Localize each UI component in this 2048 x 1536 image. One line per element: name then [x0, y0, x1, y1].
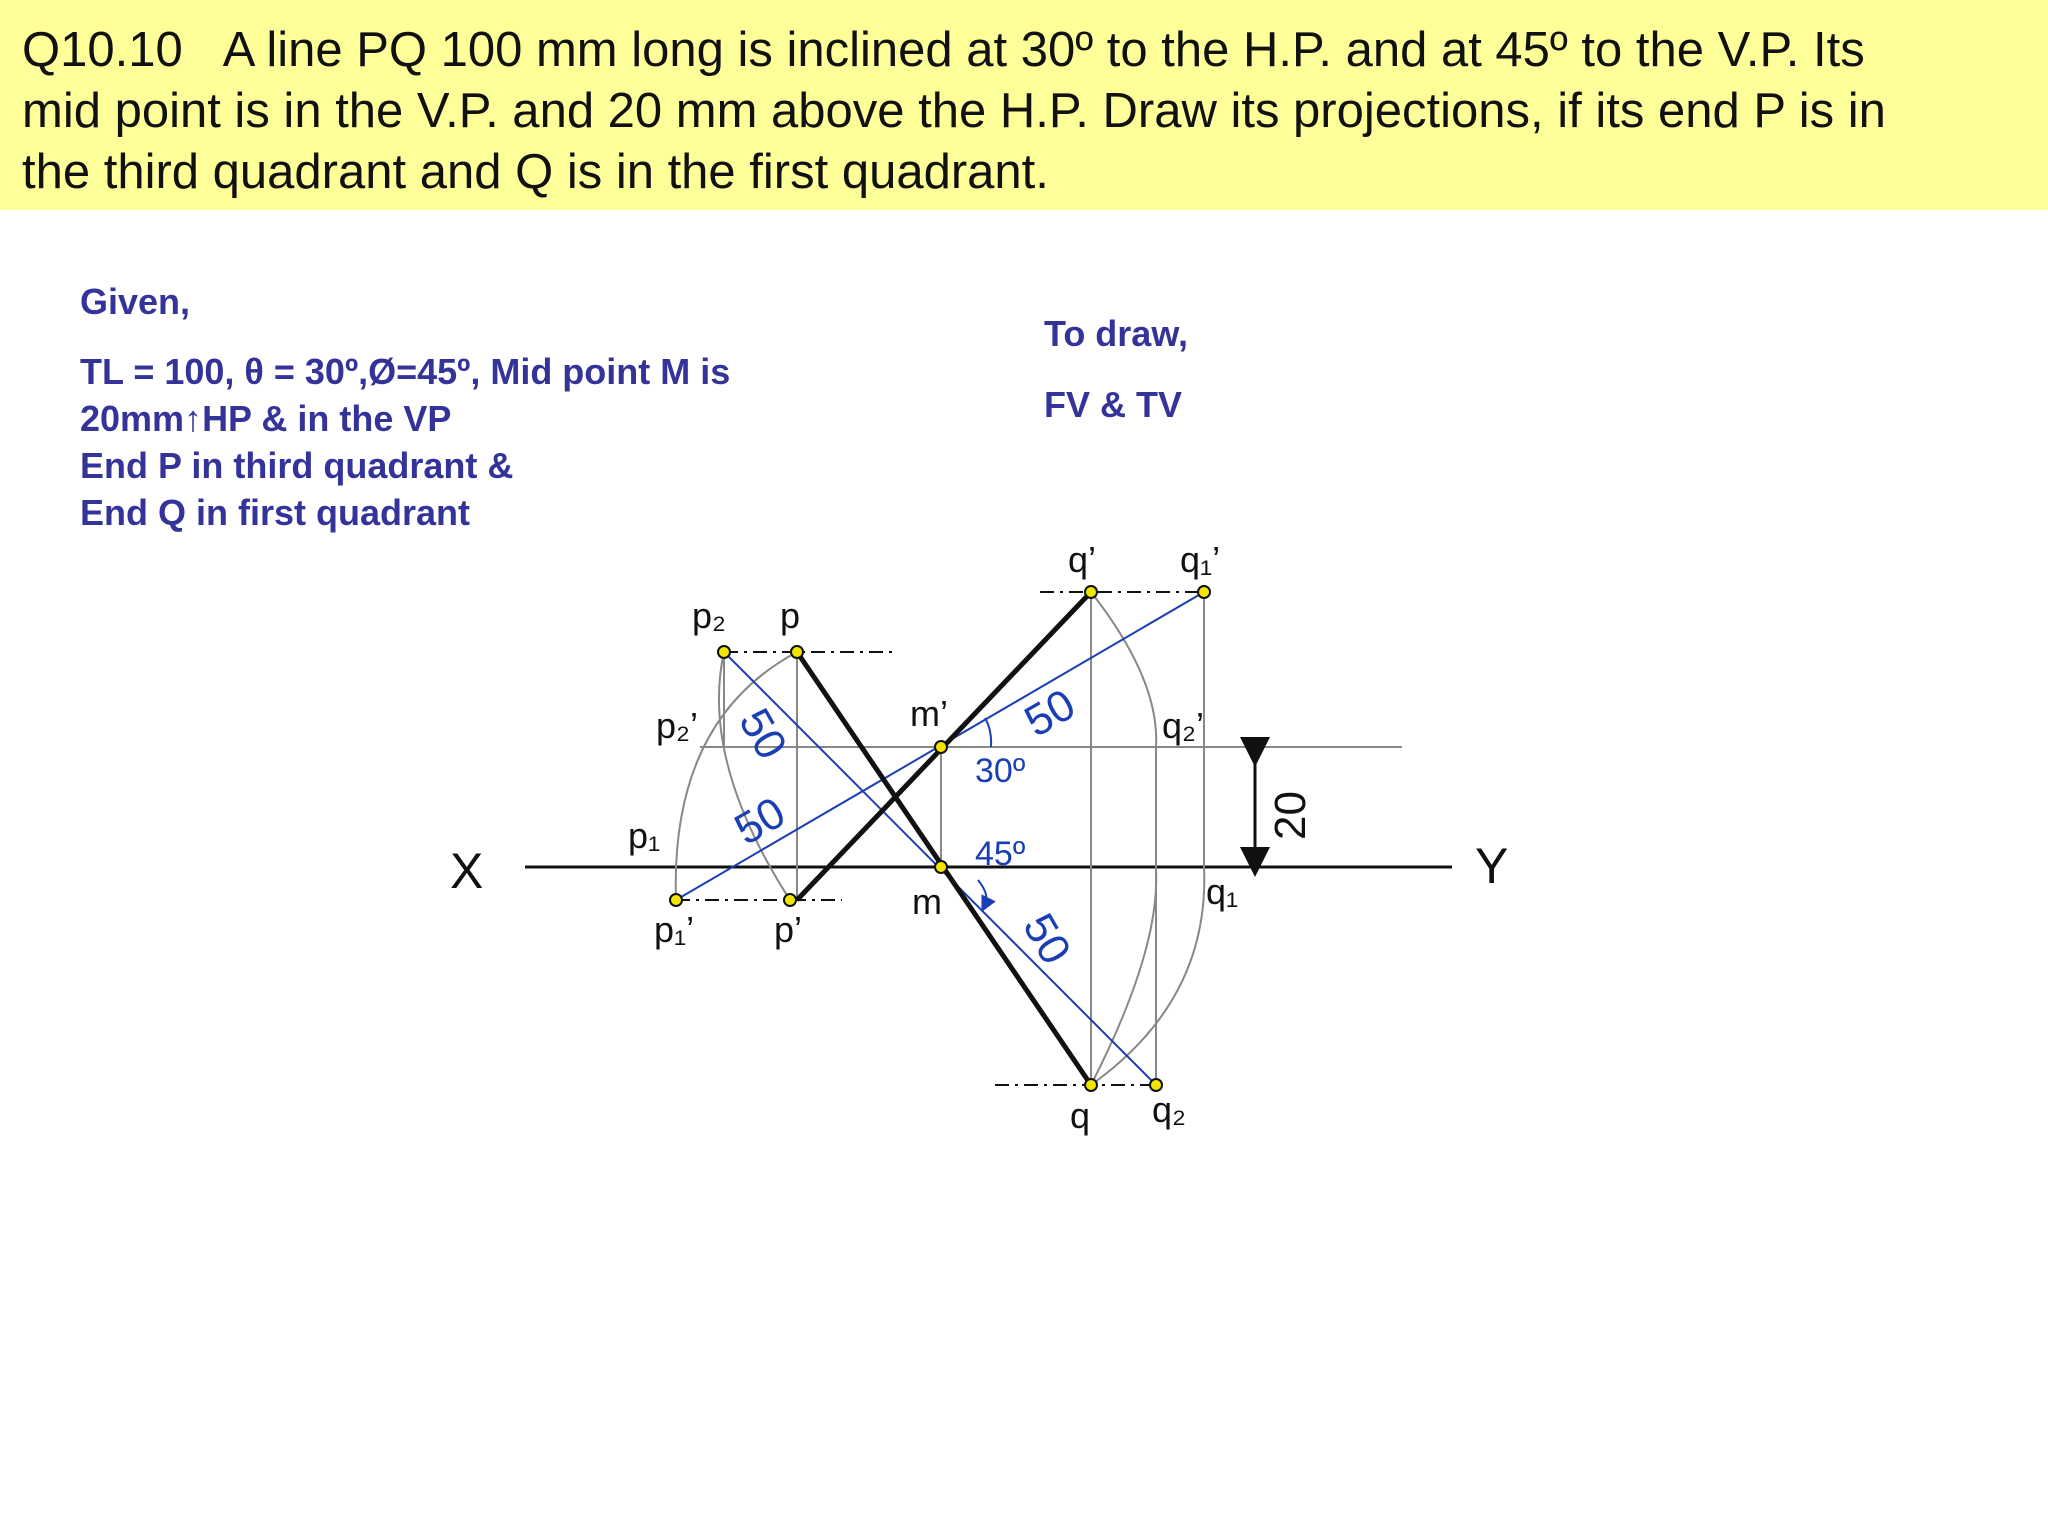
question-number: Q10.10 — [22, 23, 183, 77]
label-q1: q₁ — [1206, 871, 1239, 912]
label-p1-prime: p₁’ — [654, 909, 695, 950]
label-q2-prime: q₂’ — [1162, 705, 1204, 746]
point-q — [1085, 1079, 1097, 1091]
arc-right-upper — [1091, 592, 1156, 747]
label-y-axis: Y — [1475, 838, 1509, 894]
question-line-2: mid point is in the V.P. and 20 mm above the H.P. Draw its projections, if its end P is in — [22, 84, 1886, 138]
point-m — [935, 861, 947, 873]
label-p: p — [780, 595, 801, 636]
point-p2 — [718, 646, 730, 658]
given-line: End P in third quadrant & — [80, 445, 514, 486]
point-q1-prime — [1198, 586, 1210, 598]
label-q: q — [1070, 1095, 1091, 1136]
question-line-1: Q10.10 A line PQ 100 mm long is inclined at 30º to the H.P. and at 45º to the V.P. Its — [22, 23, 1865, 77]
arc-left — [676, 652, 797, 900]
point-p1-prime — [670, 894, 682, 906]
label-p-prime: p’ — [774, 909, 803, 950]
phi-arc — [978, 880, 986, 905]
label-m: m — [912, 881, 942, 922]
question-line-3: the third quadrant and Q is in the first quadrant. — [22, 145, 1049, 199]
given-line: 20mm↑HP & in the VP — [80, 398, 452, 439]
label-q-prime: q’ — [1068, 539, 1097, 580]
given-line: End Q in first quadrant — [80, 492, 471, 533]
label-phi: 45º — [975, 835, 1026, 873]
label-p2-prime: p₂’ — [656, 705, 698, 746]
theta-arc — [985, 718, 991, 747]
dimension-50-lower-right: 50 — [1013, 905, 1081, 973]
dimension-50-lower-left: 50 — [726, 787, 794, 855]
label-theta: 30º — [975, 752, 1026, 790]
point-q-prime — [1085, 586, 1097, 598]
dimension-50-upper-left: 50 — [729, 700, 797, 768]
point-p-prime — [784, 894, 796, 906]
label-m-prime: m’ — [910, 693, 948, 734]
label-x-axis: X — [450, 843, 484, 899]
point-p — [791, 646, 803, 658]
dimension-50-upper-right: 50 — [1016, 679, 1084, 747]
label-p2: p₂ — [692, 595, 726, 636]
point-m-prime — [935, 741, 947, 753]
given-line: TL = 100, θ = 30º,Ø=45º, Mid point M is — [80, 351, 731, 392]
to-draw-heading: To draw, — [1044, 313, 1188, 354]
label-q1-prime: q₁’ — [1180, 539, 1221, 580]
given-heading: Given, — [80, 281, 191, 322]
arc-left-inner — [719, 652, 790, 900]
to-draw-item: FV & TV — [1044, 384, 1183, 425]
label-q2: q₂ — [1152, 1089, 1186, 1130]
dimension-20-label: 20 — [1266, 791, 1315, 840]
label-p1: p₁ — [628, 815, 661, 856]
